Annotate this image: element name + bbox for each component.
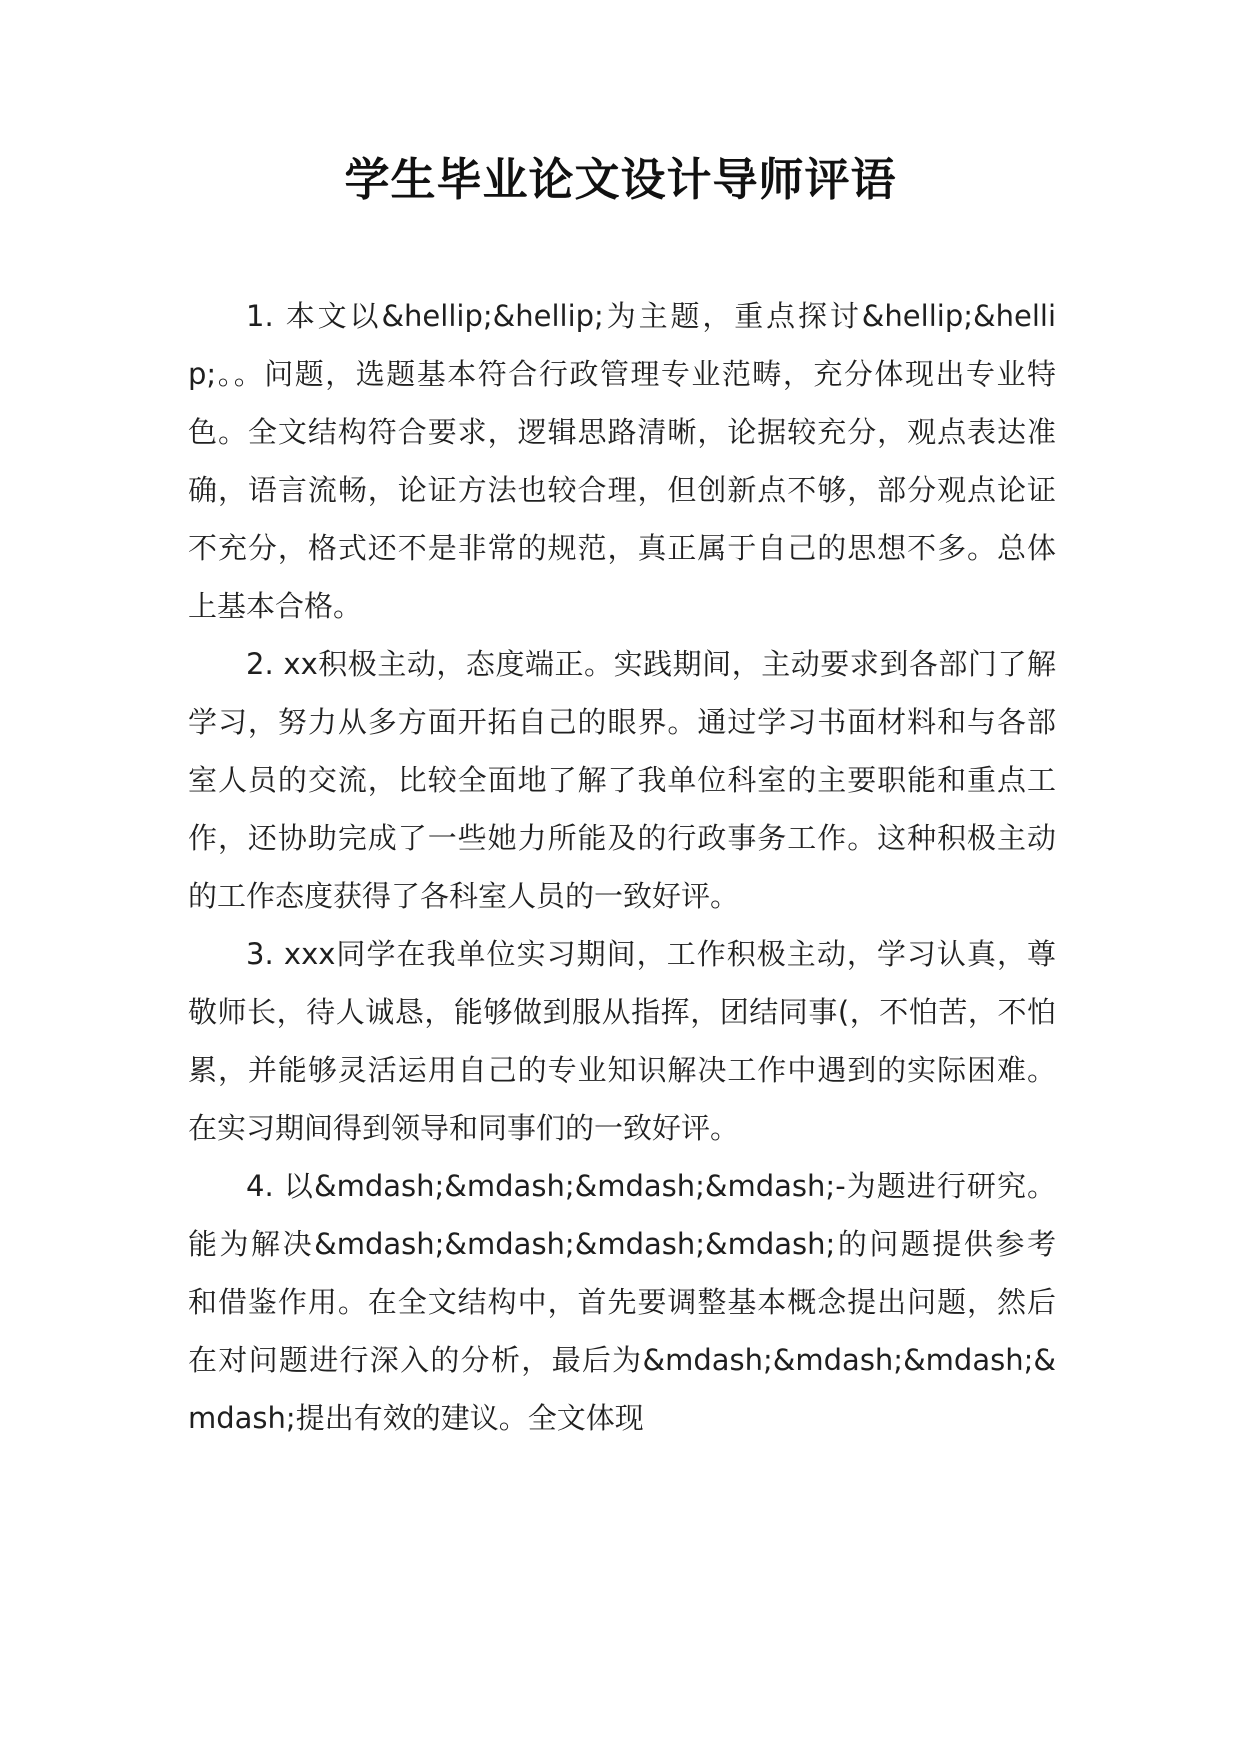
- paragraph-3: 3. xxx同学在我单位实习期间，工作积极主动，学习认真，尊敬师长，待人诚恳，能够做到服从指挥，团结同事(，不怕苦，不怕累，并能够灵活运用自己的专业知识解决工作中遇到的实际困难。在实习期间得到领导和同事们的一致好评。: [188, 937, 1056, 1145]
- paragraph-2: 2. xx积极主动，态度端正。实践期间，主动要求到各部门了解学习，努力从多方面开拓自己的眼界。通过学习书面材料和与各部室人员的交流，比较全面地了解了我单位科室的主要职能和重点工作，还协助完成了一些她力所能及的行政事务工作。这种积极主动的工作态度获得了各科室人员的一致好评。: [188, 647, 1056, 913]
- paragraph-1: 1. 本文以&hellip;&hellip;为主题，重点探讨&hellip;&hellip;。。问题，选题基本符合行政管理专业范畴，充分体现出专业特色。全文结构符合要求，逻辑思路清晰，论据较充分，观点表达准确，语言流畅，论证方法也较合理，但创新点不够，部分观点论证不充分，格式还不是非常的规范，真正属于自己的思想不多。总体上基本合格。: [188, 299, 1056, 623]
- document-body: [188, 287, 1056, 1447]
- paragraph-4: 4. 以&mdash;&mdash;&mdash;&mdash;-为题进行研究。能为解决&mdash;&mdash;&mdash;&mdash;的问题提供参考和借鉴作用。在全文结构中，首先要调整基本概念提出问题，然后在对问题进行深入的分析，最后为&mdash;&mdash;&mdash;&mdash;提出有效的建议。全文体现: [188, 1169, 1056, 1435]
- document-title: 学生毕业论文设计导师评语: [344, 153, 897, 206]
